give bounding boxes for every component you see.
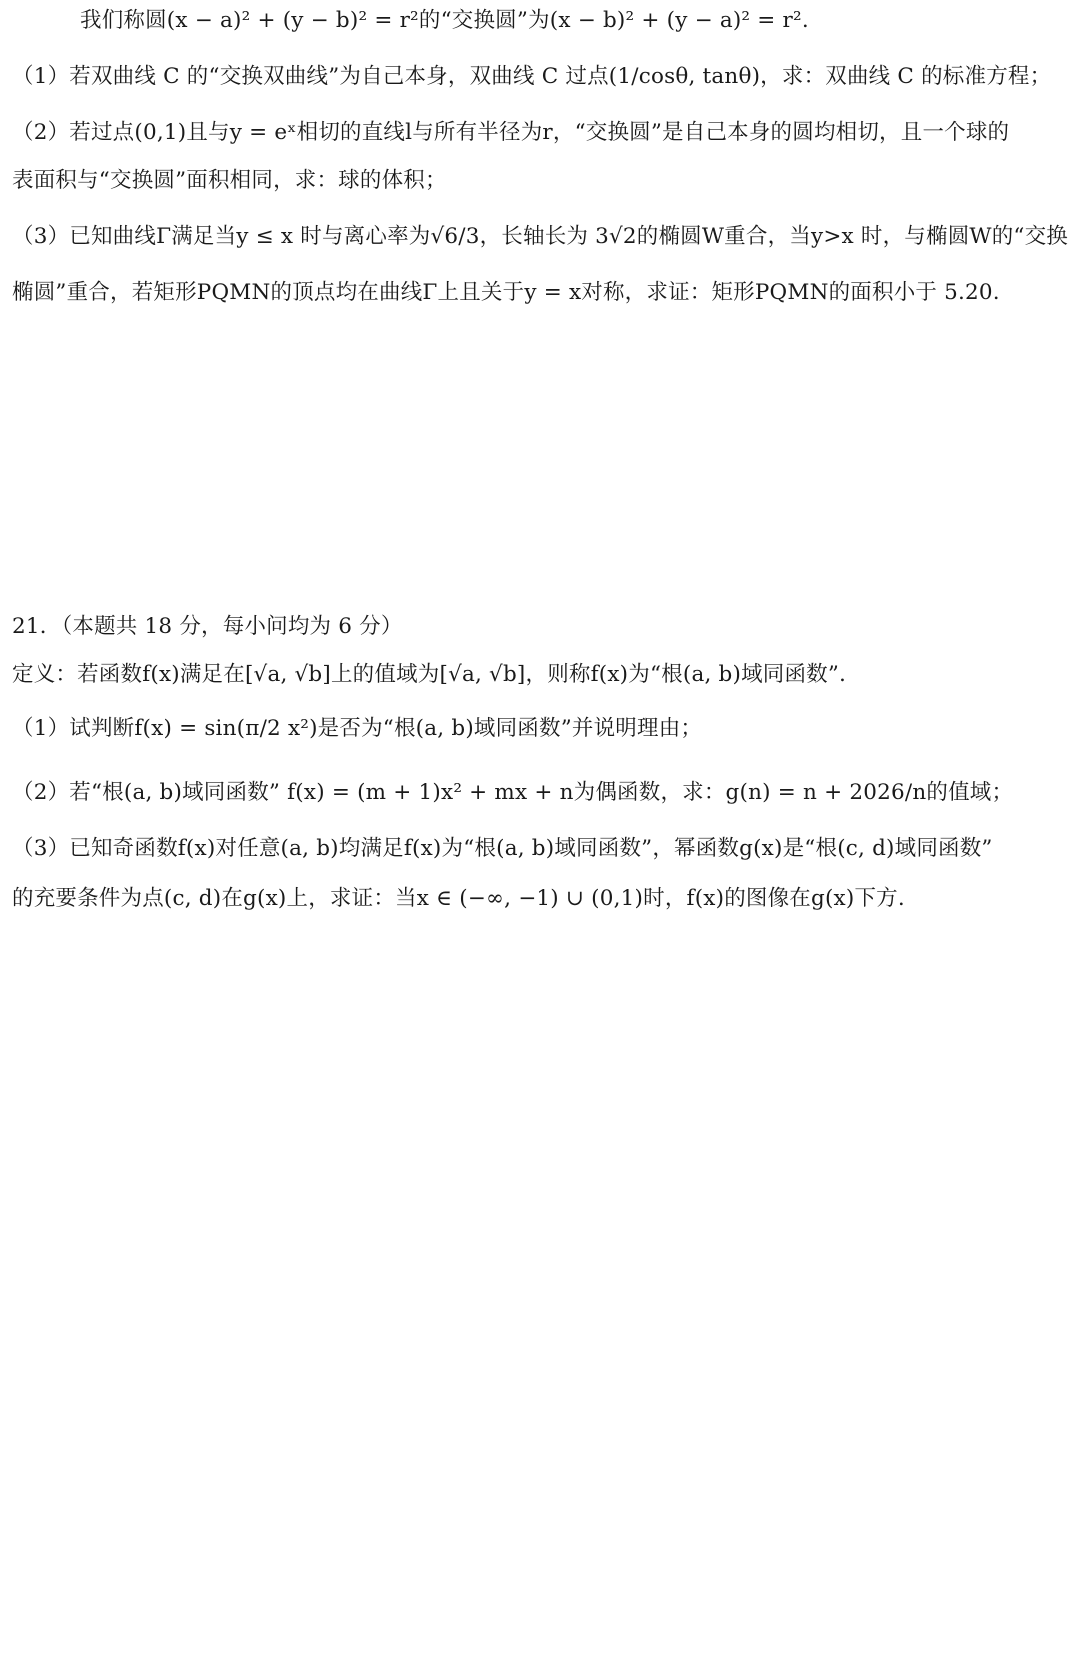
problem-21-question-1: （1）试判断f(x) = sin(π/2 x²)是否为“根(a, b)域同函数”并说明理由； [12, 716, 703, 741]
question-2-text-line2: 表面积与“交换圆”面积相同，求：球的体积； [12, 168, 447, 193]
problem-21-question-3-line1: （3）已知奇函数f(x)对任意(a, b)均满足f(x)为“根(a, b)域同函数”，幂函数g(x)是“根(c, d)域同函数” [12, 836, 993, 861]
question-1-text: （1）若双曲线 C 的“交换双曲线”为自己本身，双曲线 C 过点(1/cosθ, tanθ)，求：双曲线 C 的标准方程； [12, 64, 1052, 89]
problem-21-question-3-line2: 的充要条件为点(c, d)在g(x)上，求证：当x ∈ (−∞, −1) ∪ (0,1)时，f(x)的图像在g(x)下方. [12, 886, 905, 911]
question-3-text-line1: （3）已知曲线Γ满足当y ≤ x 时与离心率为√6/3，长轴长为 3√2的椭圆W重合，当y>x 时，与椭圆W的“交换 [12, 224, 1068, 249]
problem-21-header: 21．（本题共 18 分，每小问均为 6 分） [12, 614, 403, 639]
question-2-text-line1: （2）若过点(0,1)且与y = eˣ相切的直线l与所有半径为r，“交换圆”是自己本身的圆均相切，且一个球的 [12, 120, 1010, 145]
problem-21-question-2: （2）若“根(a, b)域同函数” f(x) = (m + 1)x² + mx + n为偶函数，求：g(n) = n + 2026/n的值域； [12, 780, 1014, 805]
problem-21-definition: 定义：若函数f(x)满足在[√a, √b]上的值域为[√a, √b]，则称f(x)为“根(a, b)域同函数”． [12, 662, 861, 687]
intro-text: 我们称圆(x − a)² + (y − b)² = r²的“交换圆”为(x − b)² + (y − a)² = r². [80, 8, 809, 33]
question-3-text-line2: 椭圆”重合，若矩形PQMN的顶点均在曲线Γ上且关于y = x对称，求证：矩形PQMN的面积小于 5.20. [12, 280, 1000, 305]
